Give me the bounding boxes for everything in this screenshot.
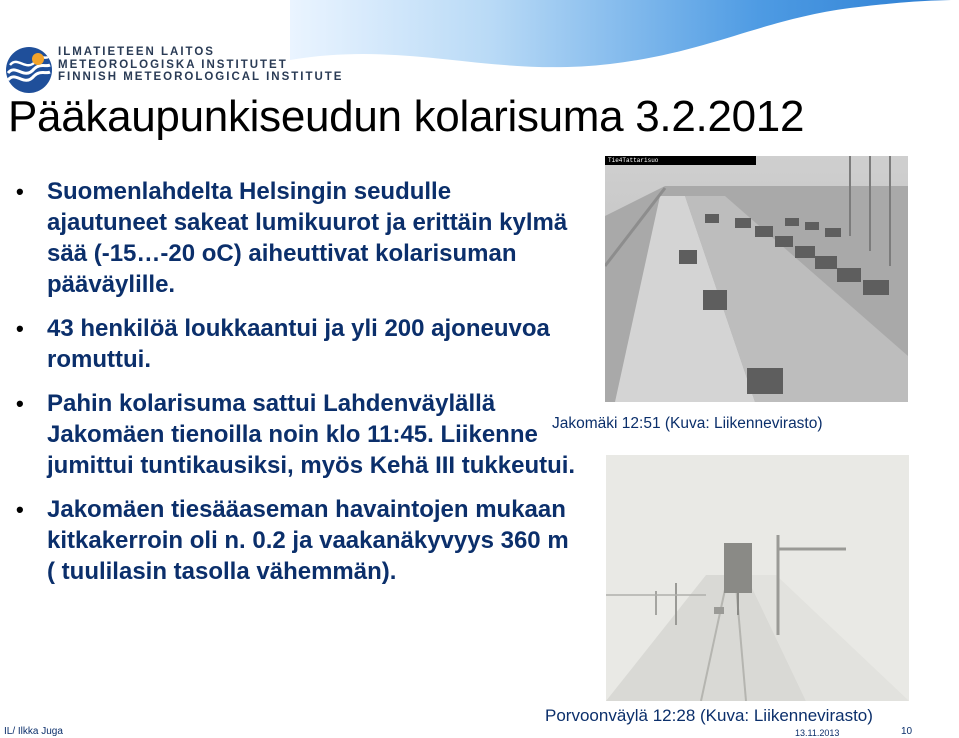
traffic-photo-porvoonvayla [606,455,909,701]
traffic-photo-jakomaki [605,156,908,402]
bullet-list [16,176,576,600]
photo-caption-jakomaki: Jakomäki 12:51 (Kuva: Liikennevirasto) [552,415,823,432]
bullet-item: • Pahin kolarisuma sattui Lahdenväylällä Jakomäen tienoilla noin klo 11:45. Liikenne jumittui tuntikausiksi, myös Kehä III tukkeutui. [16,388,576,481]
fmi-logo-icon [4,45,54,95]
org-name-en: FINNISH METEOROLOGICAL INSTITUTE [58,71,344,83]
footer-date: 13.11.2013 [795,728,840,738]
org-name-fi: ILMATIETEEN LAITOS [58,46,215,58]
photo-caption-porvoonvayla: Porvoonväylä 12:28 (Kuva: Liikennevirasto) [545,706,873,725]
banner-wave-graphic [290,0,959,82]
org-name-sv: METEOROLOGISKA INSTITUTET [58,58,288,71]
bullet-item: • Jakomäen tiesääaseman havaintojen mukaan kitkakerroin oli n. 0.2 ja vaakanäkyvyys 360 m ( tuulilasin tasolla vähemmän). [16,494,576,587]
camera-label: Tie4Tattarisuo [605,156,756,165]
footer-author: IL/ Ilkka Juga [4,726,63,737]
bullet-item: • 43 henkilöä loukkaantui ja yli 200 ajoneuvoa romuttui. [16,313,576,375]
header-banner [290,0,959,82]
footer-page-number: 10 [901,726,913,737]
org-name [58,46,343,84]
slide-title: Pääkaupunkiseudun kolarisuma 3.2.2012 [8,92,805,141]
bullet-item: • Suomenlahdelta Helsingin seudulle ajautuneet sakeat lumikuurot ja erittäin kylmä sää (-15…-20 oC) aiheuttivat kolarisuman pääväylille. [16,176,576,300]
